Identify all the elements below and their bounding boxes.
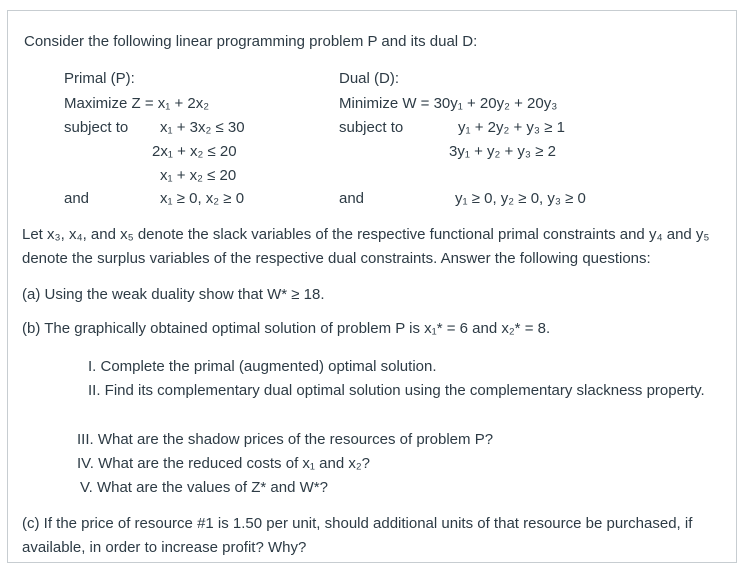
dual-constraint-1: y₁ + 2y₂ + y₃ ≥ 1: [458, 119, 565, 136]
primal-header: Primal (P):: [64, 70, 135, 87]
question-b-item-5: V. What are the values of Z* and W*?: [80, 479, 328, 496]
dual-objective: [339, 95, 557, 112]
question-b: (b) The graphically obtained optimal solution of problem P is x₁* = 6 and x₂* = 8.: [22, 320, 551, 337]
question-b-item-4: IV. What are the reduced costs of x₁ and x₂?: [77, 455, 370, 472]
dual-nonnegativity: y₁ ≥ 0, y₂ ≥ 0, y₃ ≥ 0: [455, 190, 586, 207]
question-c: (c) If the price of resource #1 is 1.50 per unit, should additional units of that resource be purchased, if available, in order to increase profit? Why?: [22, 515, 693, 556]
primal-constraint-2: 2x₁ + x₂ ≤ 20: [152, 143, 237, 160]
dual-and-label: and: [339, 190, 365, 207]
dual-constraint-2: 3y₁ + y₂ + y₃ ≥ 2: [449, 143, 556, 160]
dual-header: Dual (D):: [339, 70, 400, 87]
dual-objective-label: Minimize W =: [339, 95, 434, 112]
question-a: (a) Using the weak duality show that W* ≥ 18.: [22, 286, 325, 303]
question-b-item-3: III. What are the shadow prices of the resources of problem P?: [77, 431, 494, 448]
primal-objective-label: Maximize Z =: [64, 95, 158, 112]
intro-text: Consider the following linear programming problem P and its dual D:: [24, 33, 478, 50]
slack-variables-paragraph: Let x₃, x₄, and x₅ denote the slack variables of the respective functional primal constraints and y₄ and y₅ denote the surplus variables of the respective dual constraints. Answer the following questions:: [22, 226, 710, 267]
primal-objective: [64, 95, 209, 112]
primal-objective-expr: x₁ + 2x₂: [157, 95, 210, 112]
question-b-item-2: II. Find its complementary dual optimal solution using the complementary slackness property.: [88, 382, 705, 399]
question-b-item-1: I. Complete the primal (augmented) optimal solution.: [88, 358, 437, 375]
dual-objective-expr: 30y₁ + 20y₂ + 20y₃: [433, 95, 558, 112]
primal-and-label: and: [64, 190, 90, 207]
primal-constraint-3: x₁ + x₂ ≤ 20: [160, 167, 237, 184]
primal-nonnegativity: x₁ ≥ 0, x₂ ≥ 0: [160, 190, 245, 207]
primal-constraint-1: x₁ + 3x₂ ≤ 30: [160, 119, 245, 136]
primal-st-label: subject to: [64, 119, 129, 136]
dual-st-label: subject to: [339, 119, 404, 136]
